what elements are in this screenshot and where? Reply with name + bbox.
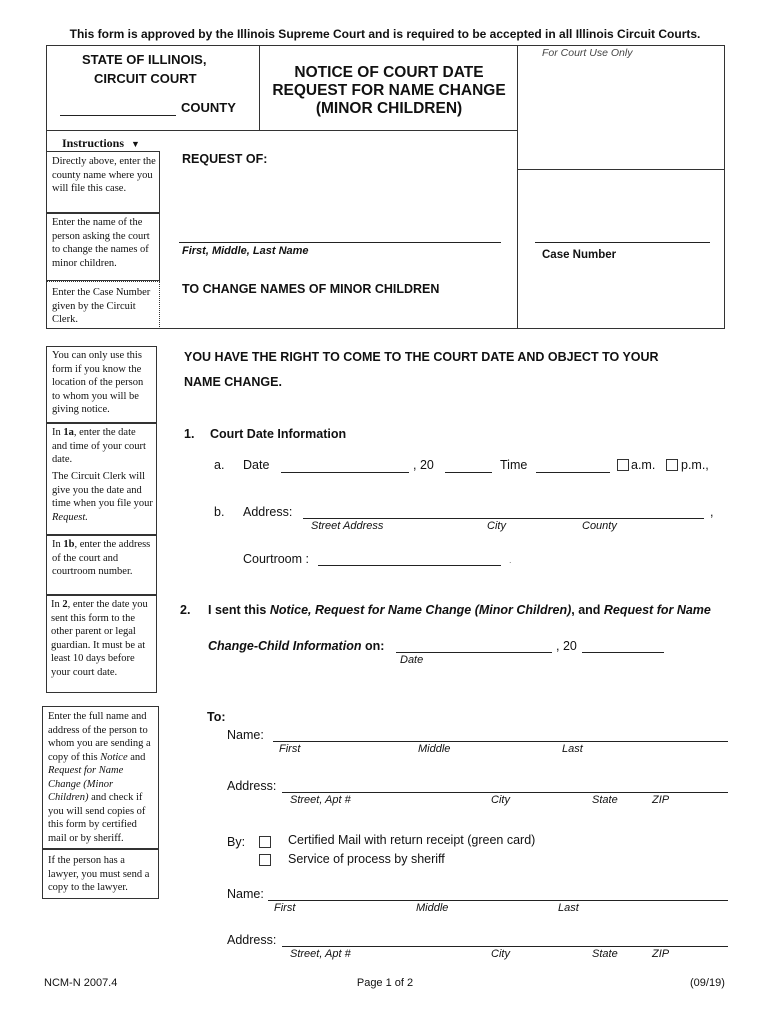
- line2-doc: Change-Child Information: [208, 639, 362, 653]
- certified-mail-label: Certified Mail with return receipt (green card): [288, 833, 536, 847]
- approval-notice: This form is approved by the Illinois Supreme Court and is required to be accepted in all Illinois Circuit Courts.: [69, 27, 701, 41]
- name-caption: First, Middle, Last Name: [182, 245, 309, 257]
- instr-2-bold: 2: [62, 599, 68, 610]
- instr-full-name: [48, 710, 155, 845]
- instr-full-name-post: and check if you will send copies of this form by certified mail or by sheriff.: [48, 792, 146, 844]
- instr-full-name-and: and: [127, 751, 146, 763]
- request-of-label: REQUEST OF:: [182, 152, 268, 166]
- line2-on: on:: [361, 639, 385, 653]
- sent-statement: [208, 603, 711, 617]
- last-caption-2: Last: [558, 902, 579, 914]
- recipient2-address-input[interactable]: [282, 946, 728, 947]
- title-line-2: REQUEST FOR NAME CHANGE: [272, 82, 506, 99]
- instr-full-name-italic1: Notice: [100, 751, 128, 763]
- instr-2-post: , enter the date you sent this form to the other parent or legal guardian. It must be at least 10 days before your court date.: [51, 599, 148, 678]
- recipient2-name-label: Name:: [227, 887, 264, 901]
- change-names-label: TO CHANGE NAMES OF MINOR CHILDREN: [182, 282, 440, 296]
- sent-year-input[interactable]: [582, 652, 664, 653]
- state-label: STATE OF ILLINOIS,: [82, 52, 207, 67]
- instr-1a-post: , enter the date and time of your court date.: [52, 427, 146, 465]
- instr-2: [51, 598, 154, 679]
- court-use-only: For Court Use Only: [542, 47, 633, 59]
- rights-line-2: NAME CHANGE.: [184, 375, 282, 389]
- to-label: To:: [207, 710, 226, 724]
- title-line-1: NOTICE OF COURT DATE: [294, 64, 484, 81]
- instr-clerk-pre: The Circuit Clerk will give you the date and time when you file your: [52, 471, 153, 509]
- instr-full-name-italic2: Request for Name Change (Minor Children): [48, 765, 124, 803]
- city-caption: City: [487, 520, 506, 532]
- recipient2-address-label: Address:: [227, 933, 277, 947]
- recipient2-name-input[interactable]: [268, 900, 728, 901]
- address-comma: ,: [710, 505, 714, 519]
- courtroom-dot: .: [509, 555, 512, 565]
- section2-number: 2.: [180, 603, 191, 617]
- sent-date-input[interactable]: [396, 652, 552, 653]
- county-caption: County: [582, 520, 617, 532]
- street-caption: Street, Apt #: [290, 794, 351, 806]
- time-label: Time: [500, 458, 528, 472]
- instr-1b: [52, 538, 153, 579]
- pm-checkbox[interactable]: [666, 459, 678, 471]
- instr-1b-pre: In: [52, 539, 64, 550]
- sent-doc1: Notice, Request for Name Change (Minor Children): [269, 603, 572, 617]
- recipient-city-caption: City: [491, 794, 510, 806]
- sent-doc2: Request for Name: [603, 603, 711, 617]
- court-address-input[interactable]: [303, 518, 704, 519]
- recipient-address-label: Address:: [227, 779, 277, 793]
- middle-caption-2: Middle: [416, 902, 449, 914]
- title-line-3: (MINOR CHILDREN): [315, 100, 463, 117]
- court-time-input[interactable]: [536, 472, 610, 473]
- pm-label: p.m.,: [681, 458, 709, 472]
- date-caption: Date: [400, 654, 424, 666]
- instr-county: Directly above, enter the county name where you will file this case.: [52, 156, 156, 194]
- instr-1a: [52, 426, 153, 467]
- court-date-input[interactable]: [281, 472, 409, 473]
- court-use-hline: [517, 169, 725, 170]
- city-caption-2: City: [491, 948, 510, 960]
- case-number-label: Case Number: [542, 249, 617, 261]
- caption-divider-1: [259, 45, 260, 130]
- caption-hline: [46, 130, 518, 131]
- state-caption-2: State: [592, 948, 618, 960]
- recipient-name-input[interactable]: [273, 741, 728, 742]
- sheriff-checkbox[interactable]: [259, 854, 271, 866]
- first-caption: First: [279, 743, 301, 755]
- court-address-label: Address:: [243, 505, 293, 519]
- state-caption: State: [592, 794, 618, 806]
- section1-heading: Court Date Information: [210, 427, 347, 441]
- sent-and: , and: [571, 603, 604, 617]
- instr-1a-pre: In: [52, 427, 64, 438]
- item-a-label: a.: [214, 458, 225, 472]
- court-year-input[interactable]: [445, 472, 492, 473]
- date-label: Date: [243, 458, 270, 472]
- triangle-down-icon: ▼: [131, 139, 140, 149]
- am-label: a.m.: [631, 458, 656, 472]
- sheriff-label: Service of process by sheriff: [288, 852, 445, 866]
- zip-caption-2: ZIP: [652, 948, 670, 960]
- year-prefix: , 20: [413, 458, 434, 472]
- instr-name: Enter the name of the person asking the court to change the names of minor children.: [52, 217, 150, 269]
- instructions-heading: [62, 136, 140, 151]
- page-number: Page 1 of 2: [356, 977, 414, 989]
- certified-mail-checkbox[interactable]: [259, 836, 271, 848]
- county-input[interactable]: [60, 115, 176, 116]
- zip-caption: ZIP: [652, 794, 670, 806]
- recipient-name-label: Name:: [227, 728, 264, 742]
- instr-lawyer: If the person has a lawyer, you must send a copy to the lawyer.: [48, 855, 150, 893]
- circuit-label: CIRCUIT COURT: [94, 71, 197, 86]
- am-checkbox[interactable]: [617, 459, 629, 471]
- instr-1b-post: , enter the address of the court and courtroom number.: [52, 539, 151, 577]
- instr-clerk: [52, 470, 153, 524]
- form-id: NCM-N 2007.4: [44, 977, 118, 989]
- form-version: (09/19): [690, 977, 725, 989]
- petitioner-name-input[interactable]: [179, 242, 501, 243]
- instr-full-name-pre: Enter the full name and address of the person to whom you are sending a copy of this: [48, 711, 151, 763]
- street-caption-2: Street, Apt #: [290, 948, 351, 960]
- case-number-input[interactable]: [535, 242, 710, 243]
- rights-line-1: YOU HAVE THE RIGHT TO COME TO THE COURT DATE AND OBJECT TO YOUR: [184, 350, 659, 364]
- courtroom-input[interactable]: [318, 565, 501, 566]
- sent-pre: I sent this: [208, 603, 270, 617]
- sent-statement-line2: [208, 639, 384, 653]
- by-label: By:: [227, 835, 246, 849]
- item-b-label: b.: [214, 505, 225, 519]
- last-caption: Last: [562, 743, 583, 755]
- instr-clerk-italic: Request.: [52, 511, 88, 523]
- county-label: COUNTY: [181, 100, 236, 115]
- instr-1a-bold: 1a: [63, 427, 74, 438]
- courtroom-label: Courtroom :: [243, 552, 309, 566]
- first-caption-2: First: [274, 902, 296, 914]
- instr-2-pre: In: [51, 599, 63, 610]
- instr-use-only: You can only use this form if you know the location of the person to whom you will be giving notice.: [52, 350, 144, 415]
- instr-case-number: Enter the Case Number given by the Circuit Clerk.: [52, 287, 151, 325]
- instructions-heading-text: Instructions: [62, 136, 125, 150]
- section1-number: 1.: [184, 427, 195, 441]
- middle-caption: Middle: [418, 743, 451, 755]
- form-title: [262, 64, 516, 118]
- instr-1b-bold: 1b: [63, 539, 75, 550]
- sent-year-prefix: , 20: [556, 639, 577, 653]
- recipient-address-input[interactable]: [282, 792, 728, 793]
- caption-divider-2: [517, 45, 518, 329]
- street-address-caption: Street Address: [311, 520, 384, 532]
